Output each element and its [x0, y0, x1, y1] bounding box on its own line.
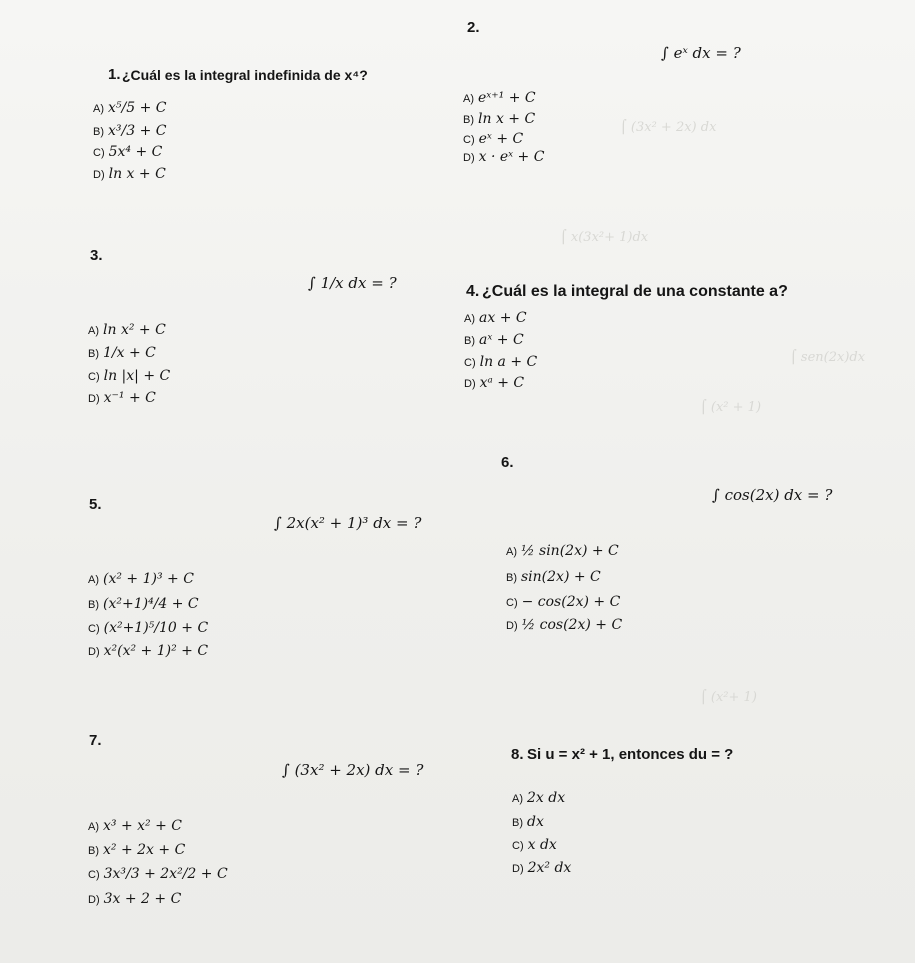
q7-option-a-letter: A)	[88, 821, 99, 833]
q6-option-c-letter: C)	[506, 597, 518, 609]
q1-number: 1.	[108, 66, 121, 83]
q7-option-d-expr: 3x + 2 + C	[103, 891, 182, 907]
q1-option-b-letter: B)	[93, 126, 104, 138]
q5-option-c-expr: (x²+1)⁵/10 + C	[103, 620, 209, 636]
q8-option-b[interactable]	[512, 814, 544, 831]
q2-option-c[interactable]	[463, 131, 523, 148]
q5-option-d-letter: D)	[88, 646, 100, 658]
q5-option-d-expr: x²(x² + 1)² + C	[103, 643, 209, 659]
q8-option-b-expr: dx	[527, 814, 544, 830]
q7-option-d[interactable]	[88, 891, 181, 908]
q7-option-c-letter: C)	[88, 869, 100, 881]
q2-option-d-expr: x · eˣ + C	[478, 149, 545, 165]
q4-option-c-expr: ln a + C	[479, 354, 538, 370]
q6-option-b-expr: sin(2x) + C	[521, 569, 601, 585]
q2-option-c-expr: eˣ + C	[478, 131, 524, 147]
q3-option-d-letter: D)	[88, 393, 100, 405]
q7-option-c[interactable]	[88, 866, 228, 883]
q1-option-a-expr: x⁵/5 + C	[108, 100, 167, 116]
q5-number: 5.	[89, 496, 102, 513]
q8-option-b-letter: B)	[512, 817, 523, 829]
q1-option-a[interactable]	[93, 100, 166, 117]
q6-option-c[interactable]	[506, 594, 620, 611]
q1-option-a-letter: A)	[93, 103, 104, 115]
q6-option-c-expr: − cos(2x) + C	[521, 594, 621, 610]
q8-number: 8.	[511, 746, 524, 763]
q8-option-d-expr: 2x² dx	[527, 860, 572, 876]
q3-option-c[interactable]	[88, 368, 170, 385]
q2-option-d-letter: D)	[463, 152, 475, 164]
q3-option-d-expr: x⁻¹ + C	[103, 390, 156, 406]
q1-option-d-expr: ln x + C	[108, 166, 166, 182]
q6-integral: ∫ cos(2x) dx = ?	[712, 486, 833, 504]
q4-option-c[interactable]	[464, 354, 537, 371]
q1-question: ¿Cuál es la integral indefinida de x⁴?	[122, 67, 368, 83]
q2-option-c-letter: C)	[463, 134, 475, 146]
q6-option-d-expr: ½ cos(2x) + C	[521, 617, 623, 633]
q8-option-d[interactable]	[512, 860, 571, 877]
q7-option-a[interactable]	[88, 818, 182, 835]
q6-number: 6.	[501, 454, 514, 471]
q1-option-b-expr: x³/3 + C	[108, 123, 167, 139]
q7-option-c-expr: 3x³/3 + 2x²/2 + C	[103, 866, 228, 882]
q8-option-c-expr: x dx	[527, 837, 557, 853]
q7-option-d-letter: D)	[88, 894, 100, 906]
bleed-through-marks: ⌠ (x² + 1)	[700, 400, 762, 415]
q2-option-a-expr: eˣ⁺¹ + C	[478, 90, 536, 106]
q4-option-a[interactable]	[464, 310, 527, 327]
q3-option-a-expr: ln x² + C	[103, 322, 166, 338]
q1-option-c[interactable]	[93, 144, 162, 161]
q3-option-a[interactable]	[88, 322, 166, 339]
q5-option-d[interactable]	[88, 643, 208, 660]
q1-option-c-expr: 5x⁴ + C	[108, 144, 163, 160]
q8-option-d-letter: D)	[512, 863, 524, 875]
q6-option-a-letter: A)	[506, 546, 517, 558]
q2-option-b[interactable]	[463, 111, 535, 128]
q4-question: ¿Cuál es la integral de una constante a?	[482, 283, 788, 300]
q7-option-a-expr: x³ + x² + C	[103, 818, 182, 834]
q6-option-b[interactable]	[506, 569, 601, 586]
q5-option-c-letter: C)	[88, 623, 100, 635]
q3-integral: ∫ 1/x dx = ?	[308, 274, 397, 292]
q3-option-d[interactable]	[88, 390, 156, 407]
q6-option-d[interactable]	[506, 617, 622, 634]
q7-option-b-letter: B)	[88, 845, 99, 857]
q2-option-d[interactable]	[463, 149, 544, 166]
q3-option-b[interactable]	[88, 345, 156, 362]
q7-option-b-expr: x² + 2x + C	[103, 842, 186, 858]
q5-option-a[interactable]	[88, 571, 194, 588]
q6-option-d-letter: D)	[506, 620, 518, 632]
q2-option-a-letter: A)	[463, 93, 474, 105]
q4-option-a-expr: ax + C	[479, 310, 527, 326]
q8-option-a-letter: A)	[512, 793, 523, 805]
q4-option-d[interactable]	[464, 375, 524, 392]
q4-option-c-letter: C)	[464, 357, 476, 369]
q5-option-b[interactable]	[88, 596, 199, 613]
q4-option-d-expr: xᵃ + C	[479, 375, 525, 391]
q8-question: Si u = x² + 1, entonces du = ?	[527, 746, 734, 763]
q2-option-a[interactable]	[463, 90, 536, 107]
q7-integral: ∫ (3x² + 2x) dx = ?	[282, 761, 424, 779]
bleed-through-marks: ⌠ sen(2x)dx	[790, 350, 866, 365]
q8-option-a-expr: 2x dx	[527, 790, 566, 806]
q2-option-b-letter: B)	[463, 114, 474, 126]
q4-option-b-expr: aˣ + C	[479, 332, 524, 348]
q1-option-d[interactable]	[93, 166, 166, 183]
q3-option-b-expr: 1/x + C	[103, 345, 156, 361]
q7-option-b[interactable]	[88, 842, 185, 859]
q4-option-b[interactable]	[464, 332, 524, 349]
q3-option-c-letter: C)	[88, 371, 100, 383]
q5-integral: ∫ 2x(x² + 1)³ dx = ?	[274, 514, 422, 532]
q8-option-c-letter: C)	[512, 840, 524, 852]
q2-integral: ∫ eˣ dx = ?	[661, 44, 741, 62]
q1-option-d-letter: D)	[93, 169, 105, 181]
q4-option-b-letter: B)	[464, 335, 475, 347]
q3-option-a-letter: A)	[88, 325, 99, 337]
q3-option-b-letter: B)	[88, 348, 99, 360]
q1-option-b[interactable]	[93, 123, 166, 140]
q5-option-b-expr: (x²+1)⁴/4 + C	[103, 596, 199, 612]
bleed-through-marks: ⌠ (x²+ 1)	[700, 690, 757, 705]
q3-number: 3.	[90, 247, 103, 264]
q5-option-a-expr: (x² + 1)³ + C	[103, 571, 194, 587]
q5-option-a-letter: A)	[88, 574, 99, 586]
q5-option-c[interactable]	[88, 620, 208, 637]
q6-option-a[interactable]	[506, 543, 619, 560]
q3-option-c-expr: ln |x| + C	[103, 368, 171, 384]
bleed-through-marks: ⌠ (3x² + 2x) dx	[620, 120, 717, 135]
q2-option-b-expr: ln x + C	[478, 111, 536, 127]
bleed-through-marks: ⌠ x(3x²+ 1)dx	[560, 230, 649, 245]
q6-option-a-expr: ½ sin(2x) + C	[521, 543, 619, 559]
q5-option-b-letter: B)	[88, 599, 99, 611]
q8-option-a[interactable]	[512, 790, 565, 807]
q4-option-d-letter: D)	[464, 378, 476, 390]
q4-option-a-letter: A)	[464, 313, 475, 325]
q2-number: 2.	[467, 19, 480, 36]
q7-number: 7.	[89, 732, 102, 749]
q8-option-c[interactable]	[512, 837, 557, 854]
q6-option-b-letter: B)	[506, 572, 517, 584]
q1-option-c-letter: C)	[93, 147, 105, 159]
q4-number: 4.	[466, 283, 480, 300]
